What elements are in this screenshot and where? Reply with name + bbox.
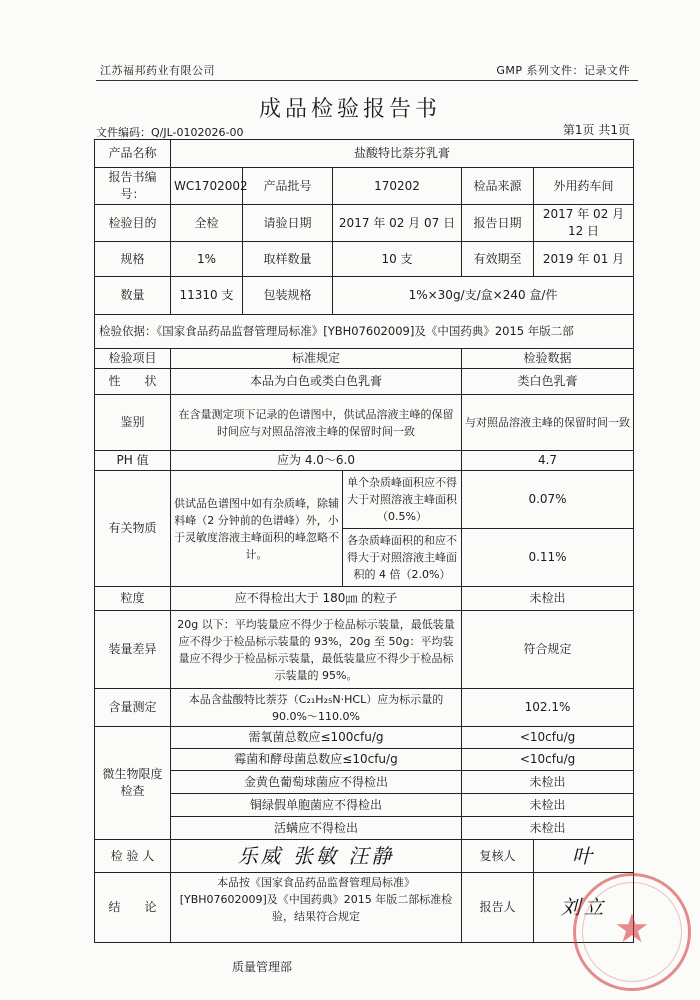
result-appearance: 类白色乳膏 — [462, 369, 634, 395]
page-title: 成品检验报告书 — [258, 97, 441, 122]
standard-identification: 在含量测定项下记录的色谱图中，供试品溶液主峰的保留时间应与对照品溶液主峰的保留时间一致 — [171, 395, 462, 451]
result-mold-yeast: <10cfu/g — [462, 749, 634, 771]
standard-assay: 本品含盐酸特比萘芬（C₂₁H₂₅N·HCL）应为标示量的 90.0%～110.0% — [171, 689, 462, 727]
company-name: 江苏福邦药业有限公司 — [100, 64, 215, 77]
row-micro-1 — [95, 727, 634, 749]
standard-mold-yeast: 霉菌和酵母菌总数应≤10cfu/g — [171, 749, 462, 771]
report-no: WC1702002 — [171, 168, 243, 205]
col-header-standard: 标准规定 — [171, 349, 462, 369]
row-related-1 — [95, 471, 634, 529]
request-date-label: 请验日期 — [243, 205, 333, 242]
row-identification — [95, 395, 634, 451]
standard-related-substances: 供试品色谱图中如有杂质峰，除辅料峰（2 分钟前的色谱峰）外，小于灵敏度溶液主峰面积的峰忽略不计。 — [171, 471, 343, 587]
spec-label: 规格 — [95, 242, 171, 277]
info-row-2 — [95, 205, 634, 242]
report-date: 2017 年 02 月 12 日 — [534, 205, 634, 242]
column-header-row — [95, 349, 634, 369]
sample-qty-label: 取样数量 — [243, 242, 333, 277]
result-aerobic-count: <10cfu/g — [462, 727, 634, 749]
row-micro-2 — [95, 749, 634, 771]
inspector-label: 检 验 人 — [95, 840, 171, 873]
report-table — [94, 139, 634, 943]
reviewer-signature: 叶 — [534, 840, 634, 873]
info-row-4 — [95, 277, 634, 315]
result-pseudomonas: 未检出 — [462, 794, 634, 817]
purpose-label: 检验目的 — [95, 205, 171, 242]
conclusion-label: 结 论 — [95, 873, 171, 943]
basis-row — [95, 315, 634, 349]
row-appearance — [95, 369, 634, 395]
batch-label: 产品批号 — [243, 168, 333, 205]
spec-value: 1% — [171, 242, 243, 277]
company-seal — [573, 873, 691, 991]
col-header-result: 检验数据 — [462, 349, 634, 369]
product-label: 产品名称 — [95, 140, 171, 168]
row-fill — [95, 611, 634, 689]
reviewer-label: 复核人 — [462, 840, 534, 873]
row-inspector — [95, 840, 634, 873]
standard-staph-aureus: 金黄色葡萄球菌应不得检出 — [171, 771, 462, 794]
standard-live-mites: 活螨应不得检出 — [171, 817, 462, 840]
result-identification: 与对照品溶液主峰的保留时间一致 — [462, 395, 634, 451]
standard-pseudomonas: 铜绿假单胞菌应不得检出 — [171, 794, 462, 817]
expiry-label: 有效期至 — [462, 242, 534, 277]
sample-qty: 10 支 — [333, 242, 462, 277]
standard-particle-size: 应不得检出大于 180㎛ 的粒子 — [171, 587, 462, 611]
result-particle-size: 未检出 — [462, 587, 634, 611]
report-date-label: 报告日期 — [462, 205, 534, 242]
batch-value: 170202 — [333, 168, 462, 205]
result-assay: 102.1% — [462, 689, 634, 727]
purpose-value: 全检 — [171, 205, 243, 242]
test-basis: 检验依据：《国家食品药品监督管理局标准》[YBH07602009]及《中国药典》2015 年版二部 — [95, 315, 634, 349]
doc-type: GMP 系列文件：记录文件 — [496, 64, 630, 77]
item-ph: PH 值 — [95, 451, 171, 471]
product-row — [95, 140, 634, 168]
reporter-signature: 刘立 — [534, 873, 634, 943]
col-header-item: 检验项目 — [95, 349, 171, 369]
info-row-1 — [95, 168, 634, 205]
row-particle — [95, 587, 634, 611]
page-info: 第1页 共1页 — [562, 123, 630, 137]
qa-department-stamp: 质量管理部 — [232, 960, 293, 974]
info-row-3 — [95, 242, 634, 277]
row-ph — [95, 451, 634, 471]
item-related-substances: 有关物质 — [95, 471, 171, 587]
row-micro-5 — [95, 817, 634, 840]
item-fill-variation: 装量差异 — [95, 611, 171, 689]
result-single-impurity: 0.07% — [462, 471, 634, 529]
row-assay — [95, 689, 634, 727]
source-label: 检品来源 — [462, 168, 534, 205]
qty-value: 11310 支 — [171, 277, 243, 315]
package-value: 1%×30g/支/盒×240 盒/件 — [333, 277, 634, 315]
item-appearance: 性 状 — [95, 369, 171, 395]
source-value: 外用药车间 — [534, 168, 634, 205]
standard-single-impurity: 单个杂质峰面积应不得大于对照溶液主峰面积（0.5%） — [343, 471, 462, 529]
item-particle-size: 粒度 — [95, 587, 171, 611]
row-micro-4 — [95, 794, 634, 817]
standard-total-impurity: 各杂质峰面积的和应不得大于对照溶液主峰面积的 4 倍（2.0%） — [343, 529, 462, 587]
package-label: 包装规格 — [243, 277, 333, 315]
result-live-mites: 未检出 — [462, 817, 634, 840]
standard-fill-variation: 20g 以下：平均装量应不得少于检品标示装量，最低装量应不得少于检品标示装量的 93%，20g 至 50g：平均装量应不得少于检品标示装量，最低装量应不得少于检品标示装量的 95%。 — [171, 611, 462, 689]
standard-ph: 应为 4.0～6.0 — [171, 451, 462, 471]
result-fill-variation: 符合规定 — [462, 611, 634, 689]
result-ph: 4.7 — [462, 451, 634, 471]
conclusion-text: 本品按《国家食品药品监督管理局标准》[YBH07602009]及《中国药典》2015 年版二部标准检验，结果符合规定 — [171, 873, 462, 943]
expiry-value: 2019 年 01 月 — [534, 242, 634, 277]
row-conclusion — [95, 873, 634, 943]
result-staph-aureus: 未检出 — [462, 771, 634, 794]
report-no-label: 报告书编号： — [95, 168, 171, 205]
inspector-signatures: 乐威 张敏 汪静 — [171, 840, 462, 873]
reporter-label: 报告人 — [462, 873, 534, 943]
seal-star-icon: ★ — [614, 906, 650, 952]
product-name: 盐酸特比萘芬乳膏 — [171, 140, 634, 168]
item-identification: 鉴别 — [95, 395, 171, 451]
item-microbial-limit: 微生物限度检查 — [95, 727, 171, 840]
header-divider — [96, 80, 638, 81]
qty-label: 数量 — [95, 277, 171, 315]
standard-aerobic-count: 需氧菌总数应≤100cfu/g — [171, 727, 462, 749]
doc-number: 文件编码：Q/JL-0102026-00 — [96, 126, 244, 139]
request-date: 2017 年 02 月 07 日 — [333, 205, 462, 242]
row-micro-3 — [95, 771, 634, 794]
result-total-impurity: 0.11% — [462, 529, 634, 587]
item-assay: 含量测定 — [95, 689, 171, 727]
standard-appearance: 本品为白色或类白色乳膏 — [171, 369, 462, 395]
